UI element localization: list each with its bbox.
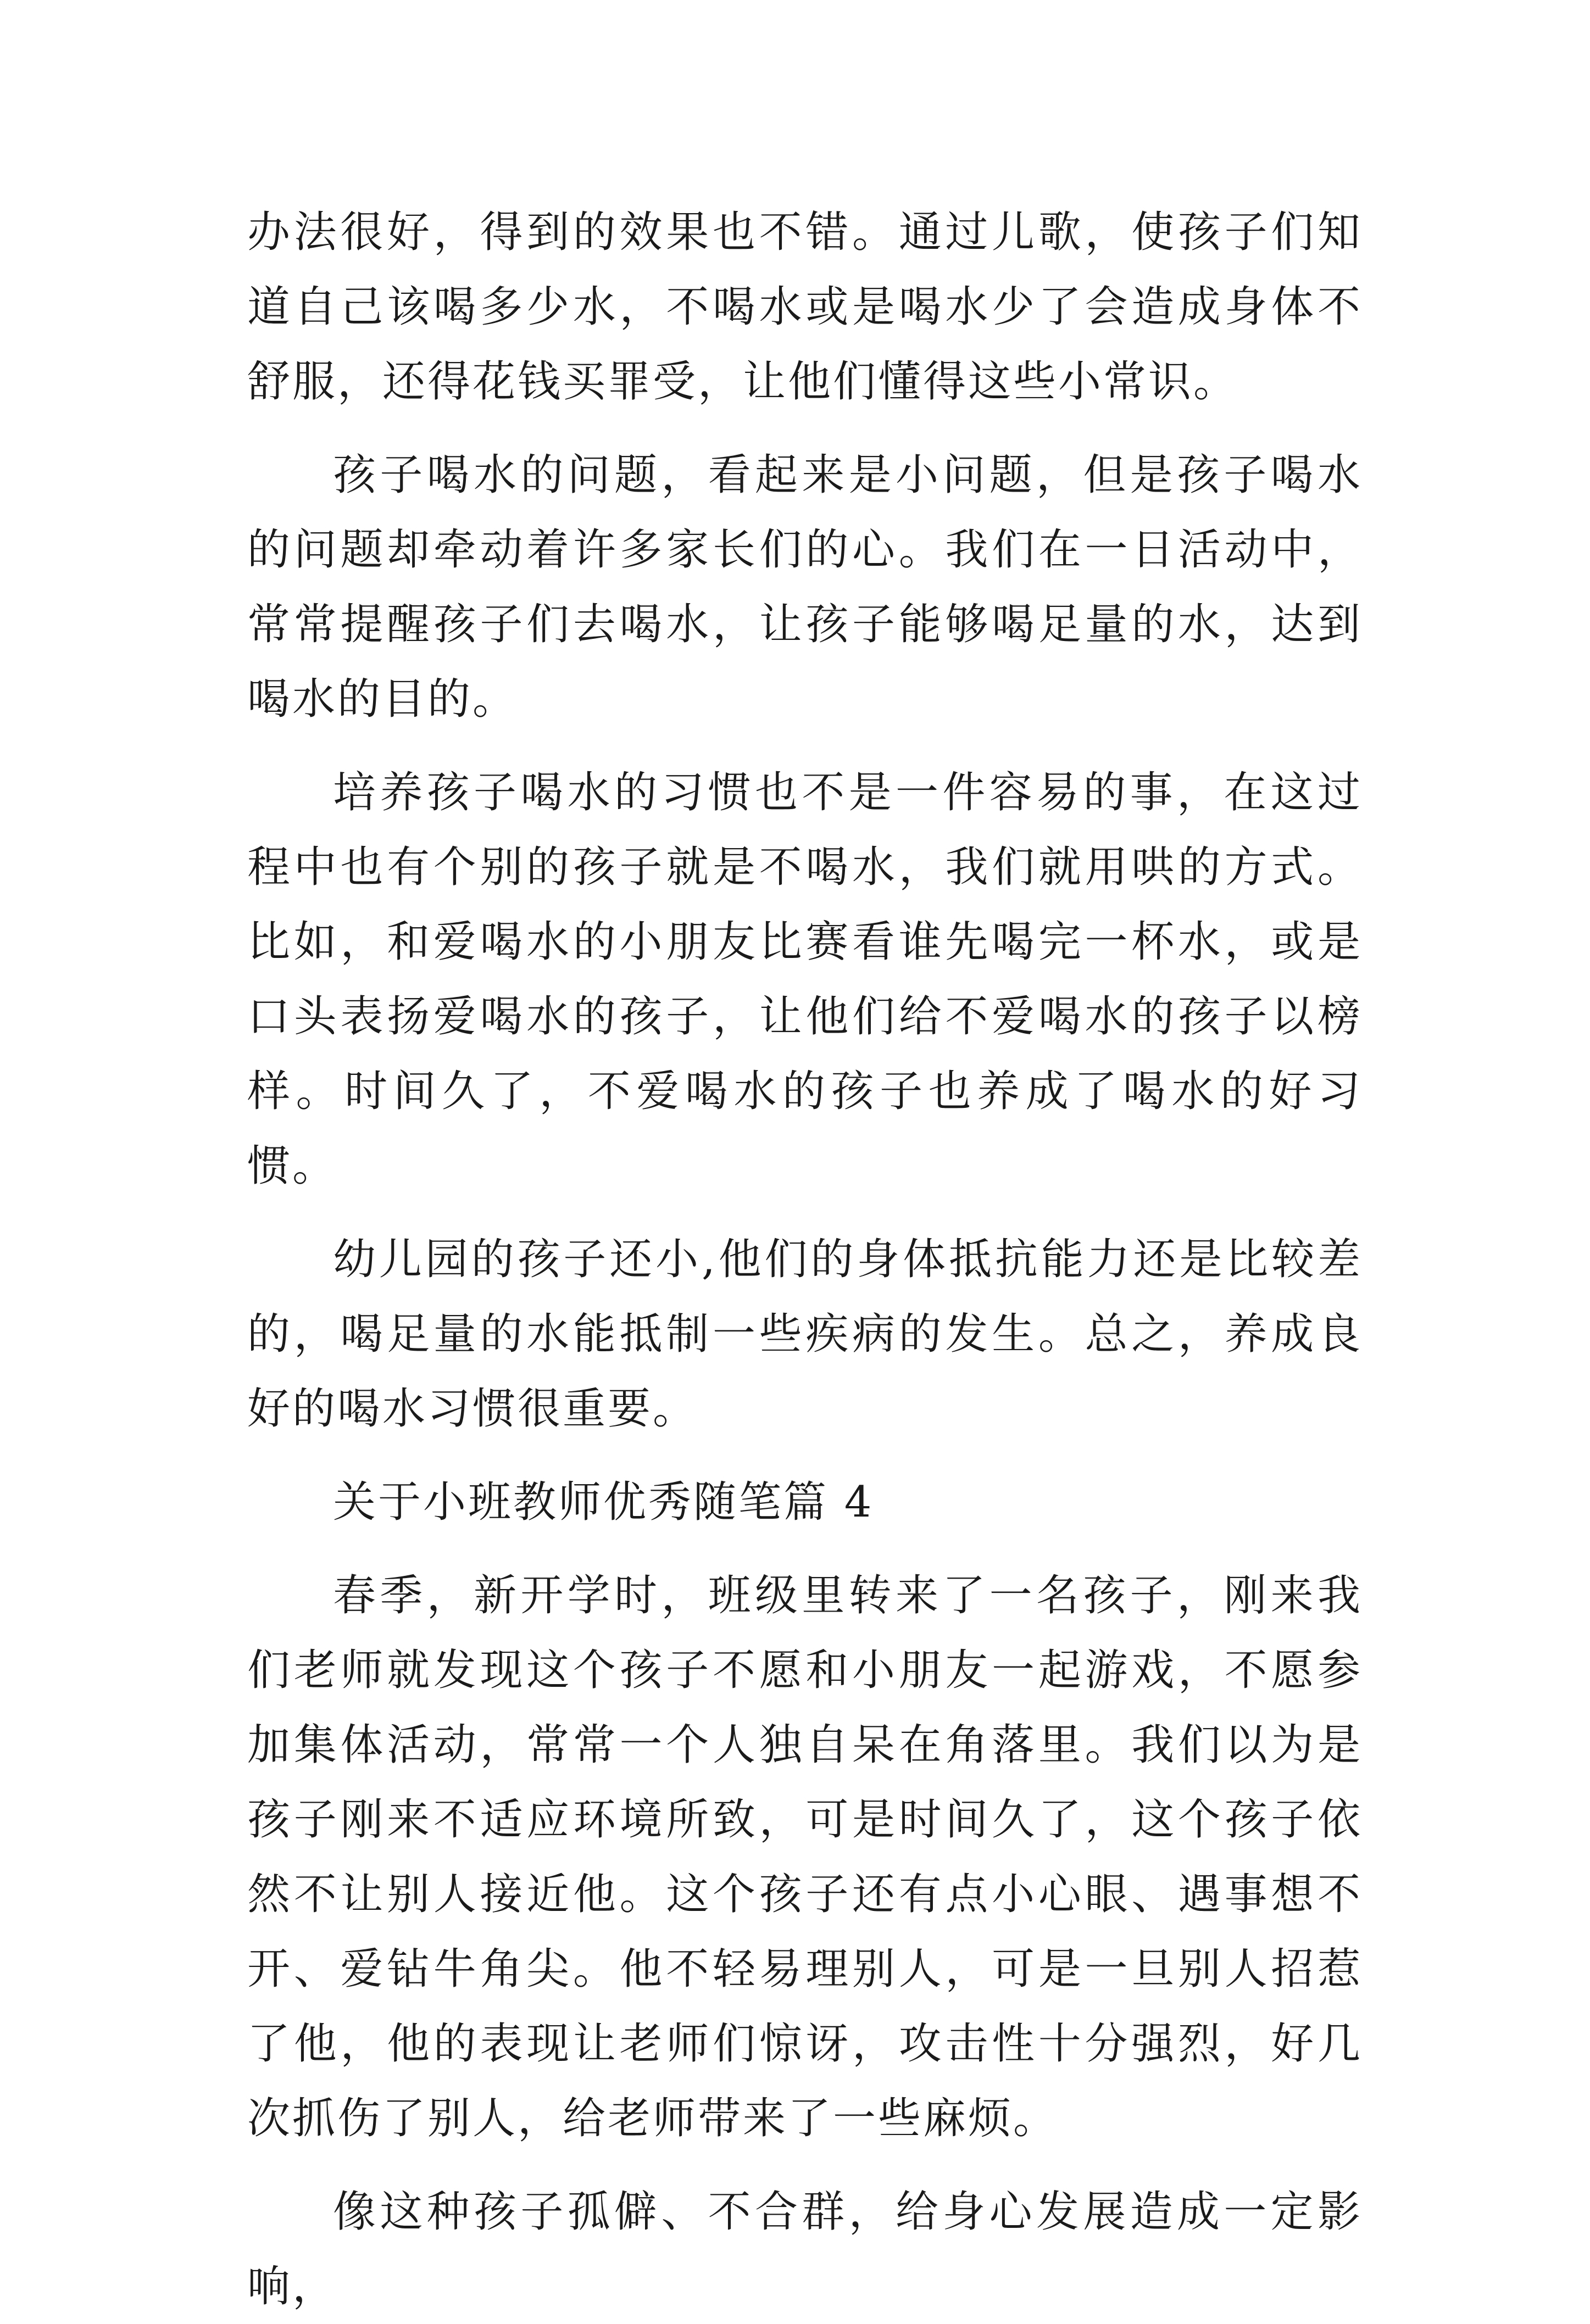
paragraph: 春季，新开学时，班级里转来了一名孩子，刚来我们老师就发现这个孩子不愿和小朋友一起游戏，不愿参加集体活动，常常一个人独自呆在角落里。我们以为是孩子刚来不适应环境所致，可是时间久了，这个孩子依然不让别人接近他。这个孩子还有点小心眼、遇事想不开、爱钻牛角尖。他不轻易理别人，可是一旦别人招惹了他，他的表现让老师们惊讶，攻击性十分强烈，好几次抓伤了别人，给老师带来了一些麻烦。 <box>247 1571 1363 2143</box>
paragraph: 办法很好，得到的效果也不错。通过儿歌，使孩子们知道自己该喝多少水，不喝水或是喝水少了会造成身体不舒服，还得花钱买罪受，让他们懂得这些小常识。 <box>247 208 1363 406</box>
paragraph: 像这种孩子孤僻、不合群，给身心发展造成一定影响， <box>247 2187 1363 2311</box>
paragraph: 培养孩子喝水的习惯也不是一件容易的事，在这过程中也有个别的孩子就是不喝水，我们就用哄的方式。比如，和爱喝水的小朋友比赛看谁先喝完一杯水，或是口头表扬爱喝水的孩子，让他们给不爱喝水的孩子以榜样。时间久了，不爱喝水的孩子也养成了喝水的好习惯。 <box>247 768 1363 1191</box>
document-body <box>247 195 1363 2324</box>
paragraph: 幼儿园的孩子还小,他们的身体抵抗能力还是比较差的，喝足量的水能抵制一些疾病的发生。总之，养成良好的喝水习惯很重要。 <box>247 1235 1363 1434</box>
paragraph: 孩子喝水的问题，看起来是小问题，但是孩子喝水的问题却牵动着许多家长们的心。我们在一日活动中，常常提醒孩子们去喝水，让孩子能够喝足量的水，达到喝水的目的。 <box>247 450 1363 724</box>
section-heading: 关于小班教师优秀随笔篇 4 <box>333 1478 874 1527</box>
